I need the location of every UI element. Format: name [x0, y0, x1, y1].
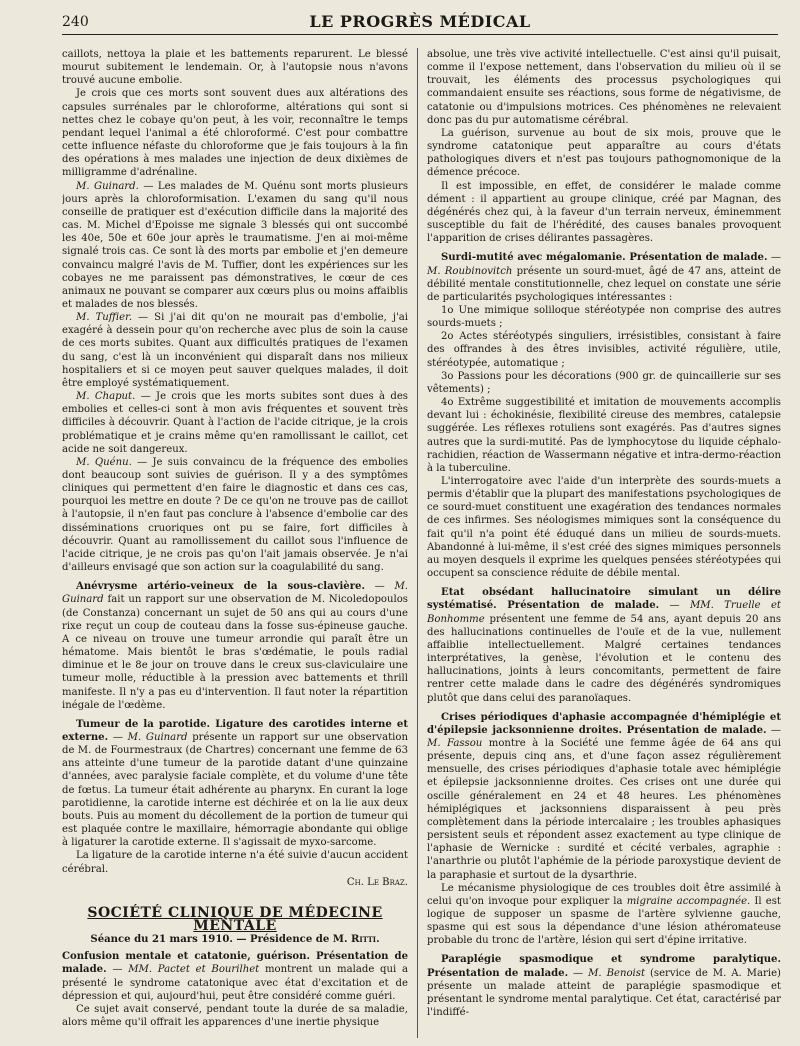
paragraph: Il est impossible, en effet, de considérer le malade comme dément : il appartient au groupe clinique, créé par Magnan, des dégénérés chez qui, à la faveur d'un terrain nerveux, éminemment susceptible du fait de l'hérédité, des causes banales provoquent l'apparition de crises délirantes passagères. — [427, 180, 781, 245]
subsection-title: Crises périodiques d'aphasie accompagnée d'hémiplégie et d'épilepsie jacksonnienne droites. Présentation de malade. — [427, 711, 781, 736]
session-president: M. Ritti. — [332, 934, 380, 946]
paragraph-text: . Il est logique de supposer un spasme de l'artère sylvienne gauche, spasme qui est sous la dépendance d'une lésion athéromateuse probable du tronc de l'artère, lésion qui sert d'épine irritative. — [427, 895, 781, 947]
page-number: 240 — [62, 14, 89, 30]
list-item: 1o Une mimique soliloque stéréotypée non comprise des autres sourds-muets ; — [427, 304, 781, 330]
paragraph: caillots, nettoya la plaie et les battements reparurent. Le blessé mourut subitement le lendemain. Or, à l'autopsie nous n'avons trouvé aucune embolie. — [62, 49, 408, 87]
paragraph: L'interrogatoire avec l'aide d'un interprète des sourds-muets a permis d'établir que la plupart des manifestations psychologiques de ce sourd-muet constituent une exagération des tendances normales de ces infirmes. Ses néologismes mimiques sont la conséquence du fait qu'il n'a point été éduqué dans un milieu de sourds-muets. Abandonné à lui-même, il s'est créé des signes mimiques personnels au moyen desquels il exprime les quelques pensées stéréotypées qui occupent sa conscience réduite de débile mental. — [427, 476, 781, 580]
session-date: Séance du 21 mars 1910. — Présidence de — [90, 934, 333, 946]
paragraph: Je crois que ces morts sont souvent dues aux altérations des capsules surrénales par le chloroforme, altérations qui sont si nettes chez le cobaye qu'on peut, à les voir, reconnaître le temps pendant lequel l'animal a été chloroformé. C'est pour combattre cette influence néfaste du chloroforme que je fais toujours à la fin des opérations à mes malades une injection de deux dixièmes de milligramme d'adrénaline. — [62, 88, 408, 179]
speaker-name: M. Tuffier. — [76, 312, 133, 324]
paragraph: absolue, une très vive activité intellectuelle. C'est ainsi qu'il puisait, comme il l'expose nettement, dans l'observation du milieu où il se trouvait, les éléments des processus psychologiques qui commandaient ensuite ses réactions, sous forme de négativisme, de catatonie ou d'impulsions motrices. Ces phénomènes ne relevaient donc pas du pur automatisme cérébral. — [427, 49, 781, 126]
paragraph-text: — Je crois que les morts subites sont dues à des embolies et celles-ci sont à mon avis fréquentes et souvent très difficiles à découvrir. Quant à l'action de l'acide citrique, je la crois problématique et je crains même qu'en ramollissant le caillot, cet acide ne soit dangereux. — [62, 391, 408, 455]
paragraph-text: — Les malades de M. Quénu sont morts plusieurs jours après la chloroformisation. L'examen du sang qu'il nous conseille de pratiquer est d'exécution difficile dans la majorité des cas. M. Michel d'Epoisse me signale 3 blessés qui ont succombé les 40e, 50e et 60e jour après le traumatisme. J'en ai moi-même signalé trois cas. Ce sont là des morts par embolie et j'en demeure convaincu malgré l'avis de M. Tuffier, dont les expériences sur les cobayes ne me paraissent pas démonstratives, le cœur de ces animaux ne pouvant se comparer aux cœurs plus ou moins affaiblis et malades de nos blessés. — [62, 180, 408, 310]
paragraph — [62, 311, 408, 390]
paragraph — [62, 390, 408, 456]
speaker-name: M. Chaput. — [76, 391, 136, 403]
column-divider — [417, 48, 418, 1038]
right-column — [427, 48, 781, 1038]
speaker-name: M. Guinard — [62, 581, 408, 606]
list-item: 2o Actes stéréotypés singuliers, irrésistibles, consistant à faire des offrandes à des êtres invisibles, activité régulière, utile, stéréotypée, automatique ; — [427, 331, 781, 369]
paragraph: Confusion mentale et catatonie, guérison. Présentation de malade. — MM. Pactet et Bourilhet montrent un malade qui a présenté le syndrome catatonique avec état d'excitation et de dépression et qui, aujourd'hui, peut être considéré comme guéri. — [62, 951, 408, 1002]
paragraph-text: montrent un malade qui a présenté le syndrome catatonique avec état d'excitation et de dépression et qui, aujourd'hui, peut être considéré comme guéri. — [62, 964, 408, 1002]
paragraph-text: (service de M. A. Marie) présente un malade atteint de paraplégie spasmodique et présentant le syndrome mental paralytique. Cet état, caractérisé par l'indiffé- — [427, 967, 781, 1019]
paragraph: La guérison, survenue au bout de six mois, prouve que le syndrome catatonique peut apparaître au cours d'états pathologiques divers et n'est pas toujours pathognomonique de la démence précoce. — [427, 127, 781, 179]
paragraph-text: présentent une femme de 54 ans, ayant depuis 20 ans des hallucinations continuelles de l'ouïe et de la vue, nullement affaiblie intellectuellement. Malgré certaines tendances interprétatives, la genèse, l'évolution et le contenu des hallucinations, joints à leurs concomitants, permettent de faire rentrer cette malade dans le cadre des dégénérés syndromiques plutôt que dans celui des paranoïaques. — [427, 613, 781, 704]
paragraph-text: — Je suis convaincu de la fréquence des embolies dont beaucoup sont suivies de guérison. Il y a des symptômes cliniques qui permettent d'en faire le diagnostic et dans ces cas, pourquoi les mettre en doute ? De ce qu'on ne trouve pas de caillot à l'autopsie, il n'en faut pas conclure à l'absence d'embolie car des disséminations cruoriques ont pu se faire, fort difficiles à découvrir. Quant au ramollissement du caillot sous l'influence de l'acide citrique, je ne crois pas qu'on l'ait jamais observée. Je n'ai d'ailleurs envisagé que son action sur la coagulabilité du sang. — [62, 456, 408, 574]
emphasis-text: migraine accompagnée — [626, 895, 748, 907]
paragraph — [62, 456, 408, 574]
paragraph: Ce sujet avait conservé, pendant toute la durée de sa maladie, alors même qu'il offrait les apparences d'une inertie physique — [62, 1003, 408, 1029]
paragraph-text: — Si j'ai dit qu'on ne mourait pas d'embolie, j'ai exagéré à dessein pour qu'on recherche avec plus de soin la cause de ces morts subites. Quant aux difficultés pratiques de l'examen du sang, c'est là un inconvénient qui disparaît dans nos milieux hospitaliers et si ce moyen peut sauver quelques malades, il doit être employé systématiquement. — [62, 312, 408, 389]
paragraph: Tumeur de la parotide. Ligature des carotides interne et externe. — M. Guinard présente un rapport sur une observation de M. de Fourmestraux (de Chartres) concernant une femme de 63 ans atteinte d'une tumeur de la parotide datant d'une quinzaine d'années, avec paralysie faciale complète, et du volume d'une tête de fœtus. La tumeur était adhérente au pharynx. En curant la loge parotidienne, la carotide interne est déchirée et on la lie aux deux bouts. Puis au moment du décollement de la portion de tumeur qui est plaquée contre le maxillaire, hémorragie abondante qui oblige à ligaturer la carotide externe. Il s'agissait de myxo-sarcome. — [62, 718, 408, 849]
paragraph-text: montre à la Société une femme âgée de 64 ans qui présente, depuis cinq ans, et d'une façon assez régulièrement mensuelle, des crises périodiques d'aphasie totale avec hémiplégie et épilepsie jacksonnienne droites. Ces crises ont une durée qui oscille généralement en 24 et 48 heures. Les phénomènes hémiplégiques et jacksonniens disparaissent à peu près complètement dans la période intercalaire ; les troubles aphasiques persistent seuls et répondent assez exactement au type clinique de l'aphasie de Wernicke : surdité et cécité verbales, agraphie : l'anarthrie ou plutôt l'aphémie de la période paroxystique devient de la paraphasie et surtout de la dysarthrie. — [427, 737, 781, 881]
session-line — [62, 933, 408, 946]
speaker-name: M. Quénu. — [76, 456, 132, 468]
speaker-name: MM. Truelle et Bonhomme — [427, 600, 781, 625]
subsection-title: Etat obsédant hallucinatoire simulant un délire systématisé. Présentation de malade. — [427, 587, 781, 612]
section-title: SOCIÉTÉ CLINIQUE DE MÉDECINE MENTALE — [87, 904, 383, 934]
journal-title: LE PROGRÈS MÉDICAL — [309, 12, 531, 31]
subsection-title: Paraplégie spasmodique et syndrome paralytique. Présentation de malade. — [427, 954, 781, 979]
signature-text: Ch. Le Braz. — [346, 876, 408, 888]
speaker-name: M. Benoist — [588, 967, 646, 979]
paragraph: Crises périodiques d'aphasie accompagnée d'hémiplégie et d'épilepsie jacksonnienne droites. Présentation de malade. — M. Fassou montre à la Société une femme âgée de 64 ans qui présente, depuis cinq ans, et d'une façon assez régulièrement mensuelle, des crises périodiques d'aphasie totale avec hémiplégie et épilepsie jacksonnienne droites. Ces crises ont une durée qui oscille généralement en 24 et 48 heures. Les phénomènes hémiplégiques et jacksonniens disparaissent à peu près complètement dans la période intercalaire ; les troubles aphasiques persistent seuls et répondent assez exactement au type clinique de l'aphasie de Wernicke : surdité et cécité verbales, agraphie : l'anarthrie ou plutôt l'aphémie de la période paroxystique devient de la paraphasie et surtout de la dysarthrie. — [427, 711, 781, 881]
paragraph-text: Le mécanisme physiologique de ces troubles doit être assimilé à celui qu'on invoque pour expliquer la — [427, 882, 781, 907]
left-column — [62, 48, 408, 1038]
paragraph: Paraplégie spasmodique et syndrome paralytique. Présentation de malade. — M. Benoist (service de M. A. Marie) présente un malade atteint de paraplégie spasmodique et présentant le syndrome mental paralytique. Cet état, caractérisé par l'indiffé- — [427, 954, 781, 1019]
paragraph: La ligature de la carotide interne n'a été suivie d'aucun accident cérébral. — [62, 850, 408, 875]
speaker-name: M. Fassou — [427, 737, 483, 749]
paragraph: Surdi-mutité avec mégalomanie. Présentation de malade. — M. Roubinovitch présente un sourd-muet, âgé de 47 ans, atteint de débilité mentale constitutionnelle, chez lequel on constate une série de particularités psychologiques intéressantes : — [427, 252, 781, 303]
paragraph: Etat obsédant hallucinatoire simulant un délire systématisé. Présentation de malade. — MM. Truelle et Bonhomme présentent une femme de 54 ans, ayant depuis 20 ans des hallucinations continuelles de l'ouïe et de la vue, nullement affaiblie intellectuellement. Malgré certaines tendances interprétatives, la genèse, l'évolution et le contenu des hallucinations, joints à leurs concomitants, permettent de faire rentrer cette malade dans le cadre des dégénérés syndromiques plutôt que dans celui des paranoïaques. — [427, 587, 781, 704]
speaker-name: M. Guinard. — [76, 180, 139, 192]
subsection-title: Confusion mentale et catatonie, guérison. Présentation de malade. — [62, 951, 408, 976]
paragraph-text: fait un rapport sur une observation de M. Nicoledopoulos (de Constanza) concernant un sujet de 50 ans qui au cours d'une rixe reçut un coup de couteau dans la fosse sus-épineuse gauche. A ce niveau on trouve une tumeur arrondie qui paraît être un hématome. Mais bientôt le bras s'œdématie, le pouls radial diminue et le 8e jour on trouve dans le creux sus-claviculaire une tumeur molle, réductible à la pression avec battements et thrill manifeste. Il n'y a pas eu d'intervention. Il faut noter la répartition inégale de l'œdème. — [62, 594, 408, 711]
subsection-title: Surdi-mutité avec mégalomanie. Présentation de malade. — [441, 252, 768, 264]
list-item: 3o Passions pour les décorations (900 gr. de quincaillerie sur ses vêtements) ; — [427, 370, 781, 395]
paragraph — [427, 882, 781, 948]
subsection-title: Tumeur de la parotide. Ligature des carotides interne et externe. — [62, 718, 408, 743]
paragraph-text: présente un rapport sur une observation de M. de Fourmestraux (de Chartres) concernant une femme de 63 ans atteinte d'une tumeur de la parotide datant d'une quinzaine d'années, avec paralysie faciale complète, et du volume d'une tête de fœtus. La tumeur était adhérente au pharynx. En curant la loge parotidienne, la carotide interne est déchirée et on la lie aux deux bouts. Puis au moment du décollement de la portion de tumeur qui est plaquée contre le maxillaire, hémorragie abondante qui oblige à ligaturer la carotide externe. Il s'agissait de myxo-sarcome. — [62, 731, 408, 849]
subsection-title: Anévrysme artério-veineux de la sous-clavière. — [76, 581, 365, 593]
speaker-name: M. Roubinovitch — [427, 265, 513, 277]
list-item: 4o Extrême suggestibilité et imitation de mouvements accomplis devant lui : échokinésie, flexibilité cireuse des membres, catalepsie suggérée. Les réflexes rotuliens sont exagérés. Pas d'autres signes autres que la surdi-mutité. Pas de lymphocytose du liquide céphalo-rachidien, réaction de Wassermann négative et intra-dermo-réaction à la tuberculine. — [427, 397, 781, 474]
paragraph: Anévrysme artério-veineux de la sous-clavière. — M. Guinard fait un rapport sur une observation de M. Nicoledopoulos (de Constanza) concernant un sujet de 50 ans qui au cours d'une rixe reçut un coup de couteau dans la fosse sus-épineuse gauche. A ce niveau on trouve une tumeur arrondie qui paraît être un hématome. Mais bientôt le bras s'œdématie, le pouls radial diminue et le 8e jour on trouve dans le creux sus-claviculaire une tumeur molle, réductible à la pression avec battements et thrill manifeste. Il n'y a pas eu d'intervention. Il faut noter la répartition inégale de l'œdème. — [62, 581, 408, 711]
paragraph — [62, 180, 408, 312]
author-signature — [62, 876, 408, 889]
speaker-name: MM. Pactet et Bourilhet — [128, 964, 260, 976]
paragraph-text: présente un sourd-muet, âgé de 47 ans, atteint de débilité mentale constitutionnelle, chez lequel on constate une série de particularités psychologiques intéressantes : — [427, 265, 781, 303]
speaker-name: M. Guinard — [127, 731, 188, 743]
page-header — [62, 12, 778, 35]
